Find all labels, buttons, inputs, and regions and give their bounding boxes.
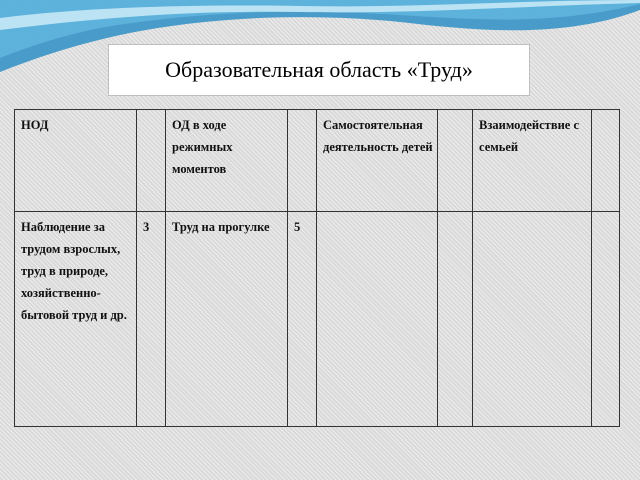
cell-routine-activity: Труд на прогулке: [166, 212, 288, 427]
header-cell-independent-count: [438, 110, 473, 212]
header-cell-independent-activity: Самостоятельная деятельность детей: [317, 110, 438, 212]
activity-table: [14, 109, 620, 427]
header-cell-family-count: [592, 110, 620, 212]
cell-nod-count: 3: [137, 212, 166, 427]
cell-independent-count: [438, 212, 473, 427]
table-row: [15, 212, 620, 427]
header-cell-family-interaction: Взаимодействие с семьей: [473, 110, 592, 212]
cell-independent-activity: [317, 212, 438, 427]
cell-family-interaction: [473, 212, 592, 427]
header-cell-nod-count: [137, 110, 166, 212]
header-cell-nod: НОД: [15, 110, 137, 212]
header-cell-routine-count: [288, 110, 317, 212]
cell-nod: Наблюдение за трудом взрослых, труд в природе, хозяйственно-бытовой труд и др.: [15, 212, 137, 427]
table-header-row: [15, 110, 620, 212]
header-cell-routine-activity: ОД в ходе режимных моментов: [166, 110, 288, 212]
slide-title: Образовательная область «Труд»: [108, 44, 530, 96]
cell-family-count: [592, 212, 620, 427]
cell-routine-count: 5: [288, 212, 317, 427]
